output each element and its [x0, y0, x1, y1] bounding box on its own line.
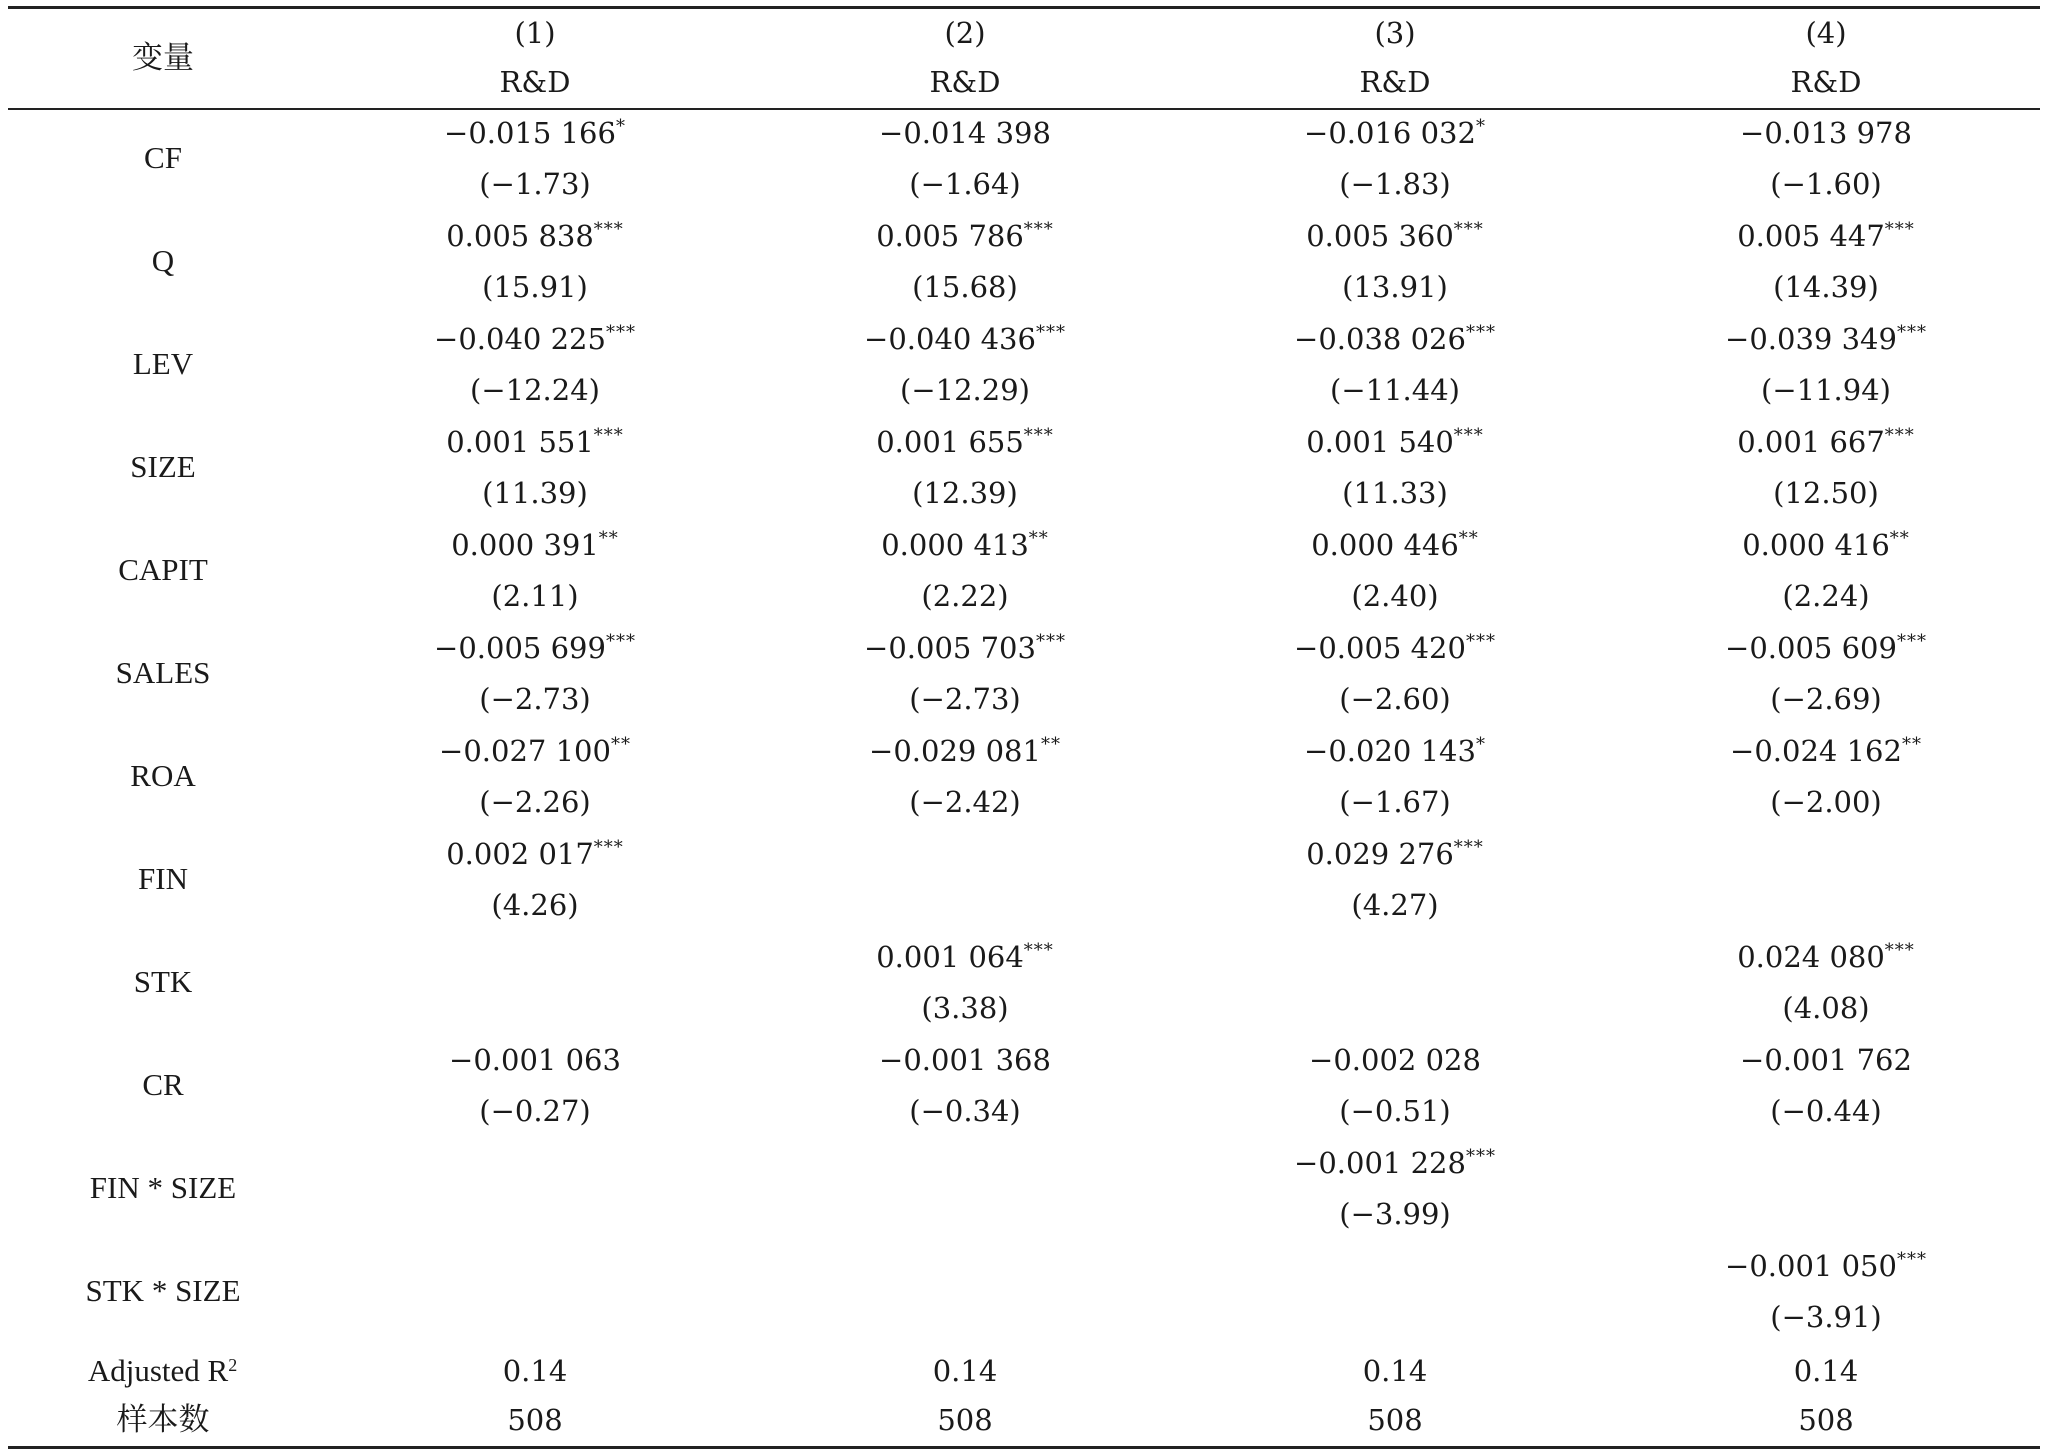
t-statistic-value: (−2.26)	[479, 784, 591, 819]
bottom-rule	[8, 1446, 2040, 1449]
variable-name-text: FIN * SIZE	[89, 1170, 237, 1205]
coefficient-cell	[1740, 1042, 1912, 1078]
t-statistic-value: (4.26)	[491, 887, 579, 922]
coefficient-cell	[1725, 321, 1927, 357]
coefficient-value: −0.001 368	[879, 1042, 1051, 1077]
variable-name-text: Q	[151, 243, 175, 278]
coefficient-value: 0.005 786	[876, 218, 1024, 253]
coefficient-value: −0.015 166	[444, 115, 616, 150]
t-statistic-value: (−0.27)	[479, 1093, 591, 1128]
significance-stars: ***	[593, 218, 624, 240]
row-variable-name	[138, 861, 188, 897]
row-variable-name	[133, 346, 193, 382]
t-statistic-value: (12.39)	[912, 475, 1018, 510]
t-statistic-value: (−1.60)	[1770, 166, 1882, 201]
row-variable-name	[144, 140, 182, 176]
significance-stars: *	[1475, 733, 1486, 755]
coefficient-value: 0.001 551	[446, 424, 594, 459]
t-statistic-cell	[909, 166, 1021, 202]
footer-value-text: 508	[507, 1403, 563, 1437]
coefficient-value: −0.027 100	[439, 733, 611, 768]
coefficient-cell	[881, 527, 1049, 563]
t-statistic-cell	[479, 681, 591, 717]
coefficient-value: −0.040 225	[434, 321, 606, 356]
column-dependent-variable	[1360, 64, 1431, 100]
coefficient-value: 0.001 540	[1306, 424, 1454, 459]
footer-label	[117, 1402, 210, 1438]
variable-name-text: STK	[133, 964, 193, 999]
t-statistic-cell	[1761, 372, 1891, 408]
coefficient-cell	[1306, 836, 1484, 872]
coefficient-cell	[876, 218, 1054, 254]
coefficient-cell	[1294, 630, 1496, 666]
t-statistic-value: (−2.42)	[909, 784, 1021, 819]
variable-header-text: 变量	[132, 40, 194, 75]
t-statistic-value: (2.11)	[491, 578, 579, 613]
t-statistic-value: (−0.34)	[909, 1093, 1021, 1128]
coefficient-cell	[1730, 733, 1922, 769]
coefficient-value: 0.024 080	[1737, 939, 1885, 974]
significance-stars: **	[610, 733, 631, 755]
footer-value-text: 508	[1367, 1403, 1423, 1437]
t-statistic-value: (−0.51)	[1339, 1093, 1451, 1128]
t-statistic-cell	[1770, 166, 1882, 202]
coefficient-cell	[1742, 527, 1910, 563]
column-number	[514, 15, 555, 51]
significance-stars: ***	[1884, 218, 1915, 240]
coefficient-value: 0.005 447	[1737, 218, 1885, 253]
coefficient-cell	[446, 836, 624, 872]
coefficient-value: 0.001 667	[1737, 424, 1885, 459]
t-statistic-value: (15.68)	[912, 269, 1018, 304]
coefficient-cell	[864, 321, 1066, 357]
t-statistic-value: (−3.99)	[1339, 1196, 1451, 1231]
coefficient-cell	[444, 115, 626, 151]
coefficient-value: −0.005 609	[1725, 630, 1897, 665]
row-variable-name	[86, 1273, 241, 1309]
coefficient-value: −0.005 420	[1294, 630, 1466, 665]
row-variable-name	[130, 758, 195, 794]
t-statistic-cell	[1339, 1196, 1451, 1232]
t-statistic-cell	[482, 475, 588, 511]
footer-value-text: 0.14	[932, 1354, 998, 1388]
t-statistic-cell	[912, 475, 1018, 511]
t-statistic-value: (−0.44)	[1770, 1093, 1882, 1128]
coefficient-value: −0.039 349	[1725, 321, 1897, 356]
significance-stars: ***	[1465, 321, 1496, 343]
coefficient-value: 0.000 416	[1742, 527, 1890, 562]
column-number	[1374, 15, 1415, 51]
significance-stars: *	[615, 115, 626, 137]
column-number-text: (1)	[514, 16, 556, 50]
header-variable-label	[132, 40, 194, 76]
footer-value	[937, 1402, 992, 1438]
t-statistic-value: (4.08)	[1782, 990, 1870, 1025]
footer-value	[933, 1353, 998, 1389]
variable-name-text: ROA	[130, 758, 196, 793]
t-statistic-cell	[912, 269, 1018, 305]
t-statistic-value: (4.27)	[1351, 887, 1439, 922]
t-statistic-value: (−12.29)	[900, 372, 1030, 407]
coefficient-value: −0.013 978	[1740, 115, 1912, 150]
t-statistic-cell	[921, 990, 1008, 1026]
significance-stars: ***	[1465, 630, 1496, 652]
significance-stars: ***	[1453, 836, 1484, 858]
footer-value-text: 508	[937, 1403, 993, 1437]
coefficient-value: −0.038 026	[1294, 321, 1466, 356]
coefficient-cell	[434, 630, 636, 666]
coefficient-cell	[1304, 733, 1486, 769]
t-statistic-cell	[479, 166, 591, 202]
footer-value-text: 0.14	[1362, 1354, 1428, 1388]
coefficient-value: 0.000 413	[881, 527, 1029, 562]
coefficient-value: −0.020 143	[1304, 733, 1476, 768]
coefficient-cell	[446, 218, 624, 254]
significance-stars: ***	[1023, 218, 1054, 240]
coefficient-value: 0.029 276	[1306, 836, 1454, 871]
footer-value-text: 0.14	[502, 1354, 568, 1388]
column-dependent-variable	[1791, 64, 1862, 100]
t-statistic-value: (−11.94)	[1761, 372, 1891, 407]
significance-stars: ***	[1896, 630, 1927, 652]
variable-name-text: CR	[142, 1067, 184, 1102]
t-statistic-value: (15.91)	[482, 269, 588, 304]
t-statistic-value: (−2.73)	[909, 681, 1021, 716]
coefficient-cell	[1309, 1042, 1481, 1078]
t-statistic-value: (−2.60)	[1339, 681, 1451, 716]
significance-stars: ***	[593, 836, 624, 858]
coefficient-cell	[876, 424, 1054, 460]
t-statistic-cell	[1773, 269, 1879, 305]
variable-name-text: SIZE	[130, 449, 196, 484]
t-statistic-cell	[921, 578, 1008, 614]
row-variable-name	[142, 1067, 183, 1103]
coefficient-value: −0.002 028	[1309, 1042, 1481, 1077]
significance-stars: **	[598, 527, 619, 549]
row-variable-name	[152, 243, 174, 279]
coefficient-cell	[1725, 630, 1927, 666]
column-dependent-text: R&D	[1359, 65, 1431, 99]
column-number	[944, 15, 985, 51]
variable-name-text: SALES	[115, 655, 211, 690]
t-statistic-value: (−3.91)	[1770, 1299, 1882, 1334]
t-statistic-cell	[1770, 1299, 1882, 1335]
coefficient-cell	[1311, 527, 1479, 563]
significance-stars: **	[1028, 527, 1049, 549]
coefficient-value: 0.001 064	[876, 939, 1024, 974]
t-statistic-cell	[479, 784, 591, 820]
t-statistic-value: (2.40)	[1351, 578, 1439, 613]
significance-stars: ***	[1896, 321, 1927, 343]
significance-stars: ***	[593, 424, 624, 446]
coefficient-value: −0.001 063	[449, 1042, 621, 1077]
coefficient-value: −0.001 050	[1725, 1248, 1897, 1283]
t-statistic-cell	[909, 681, 1021, 717]
variable-name-text: LEV	[132, 346, 194, 381]
variable-name-text: CF	[144, 140, 182, 175]
row-variable-name	[134, 964, 193, 1000]
row-variable-name	[116, 655, 211, 691]
t-statistic-cell	[1339, 1093, 1451, 1129]
column-dependent-variable	[500, 64, 571, 100]
t-statistic-cell	[1773, 475, 1879, 511]
significance-stars: *	[1475, 115, 1486, 137]
t-statistic-cell	[1782, 990, 1869, 1026]
t-statistic-value: (−12.24)	[470, 372, 600, 407]
t-statistic-cell	[1342, 475, 1448, 511]
footer-value-text: 0.14	[1793, 1354, 1859, 1388]
footer-label-text: Adjusted R	[87, 1353, 229, 1388]
t-statistic-cell	[1330, 372, 1460, 408]
column-dependent-variable	[930, 64, 1001, 100]
footer-value	[1798, 1402, 1853, 1438]
coefficient-value: −0.024 162	[1730, 733, 1902, 768]
t-statistic-cell	[909, 1093, 1021, 1129]
footer-label-text: 样本数	[116, 1402, 210, 1437]
coefficient-cell	[864, 630, 1066, 666]
t-statistic-cell	[1339, 681, 1451, 717]
coefficient-value: 0.005 360	[1306, 218, 1454, 253]
significance-stars: ***	[1453, 424, 1484, 446]
coefficient-cell	[451, 527, 619, 563]
top-rule	[8, 6, 2040, 9]
coefficient-value: −0.014 398	[879, 115, 1051, 150]
footer-label	[88, 1353, 238, 1389]
coefficient-cell	[1306, 218, 1484, 254]
coefficient-cell	[1737, 424, 1915, 460]
coefficient-cell	[876, 939, 1054, 975]
coefficient-value: −0.001 228	[1294, 1145, 1466, 1180]
coefficient-cell	[1737, 939, 1915, 975]
coefficient-cell	[439, 733, 631, 769]
coefficient-cell	[869, 733, 1061, 769]
coefficient-value: −0.040 436	[864, 321, 1036, 356]
header-rule	[8, 108, 2040, 110]
t-statistic-value: (−2.69)	[1770, 681, 1882, 716]
footer-value	[507, 1402, 562, 1438]
t-statistic-value: (−11.44)	[1330, 372, 1460, 407]
footer-value	[1363, 1353, 1428, 1389]
t-statistic-cell	[1770, 681, 1882, 717]
t-statistic-value: (2.24)	[1782, 578, 1870, 613]
t-statistic-cell	[1351, 578, 1438, 614]
coefficient-cell	[1740, 115, 1912, 151]
t-statistic-cell	[479, 1093, 591, 1129]
significance-stars: ***	[605, 321, 636, 343]
column-dependent-text: R&D	[499, 65, 571, 99]
t-statistic-value: (3.38)	[921, 990, 1009, 1025]
t-statistic-cell	[470, 372, 600, 408]
t-statistic-value: (−1.83)	[1339, 166, 1451, 201]
t-statistic-value: (−1.67)	[1339, 784, 1451, 819]
coefficient-cell	[1737, 218, 1915, 254]
t-statistic-value: (13.91)	[1342, 269, 1448, 304]
coefficient-value: 0.000 391	[451, 527, 599, 562]
t-statistic-value: (11.33)	[1342, 475, 1448, 510]
coefficient-cell	[879, 1042, 1051, 1078]
coefficient-cell	[1304, 115, 1486, 151]
column-number-text: (4)	[1805, 16, 1847, 50]
row-variable-name	[118, 552, 208, 588]
coefficient-value: 0.001 655	[876, 424, 1024, 459]
coefficient-value: −0.001 762	[1740, 1042, 1912, 1077]
coefficient-cell	[434, 321, 636, 357]
variable-name-text: CAPIT	[118, 552, 208, 587]
coefficient-cell	[1294, 1145, 1496, 1181]
footer-value-text: 508	[1798, 1403, 1854, 1437]
significance-stars: **	[1458, 527, 1479, 549]
t-statistic-cell	[1770, 784, 1882, 820]
coefficient-value: −0.005 703	[864, 630, 1036, 665]
coefficient-value: −0.016 032	[1304, 115, 1476, 150]
coefficient-value: 0.000 446	[1311, 527, 1459, 562]
column-number	[1805, 15, 1846, 51]
significance-stars: ***	[1023, 939, 1054, 961]
t-statistic-cell	[1782, 578, 1869, 614]
significance-stars: ***	[1884, 424, 1915, 446]
coefficient-value: −0.029 081	[869, 733, 1041, 768]
significance-stars: **	[1889, 527, 1910, 549]
coefficient-cell	[1725, 1248, 1927, 1284]
t-statistic-value: (−2.00)	[1770, 784, 1882, 819]
t-statistic-value: (11.39)	[482, 475, 588, 510]
t-statistic-cell	[482, 269, 588, 305]
t-statistic-cell	[909, 784, 1021, 820]
row-variable-name	[130, 449, 195, 485]
t-statistic-cell	[491, 887, 578, 923]
footer-value	[1367, 1402, 1422, 1438]
column-dependent-text: R&D	[929, 65, 1001, 99]
coefficient-cell	[1294, 321, 1496, 357]
column-number-text: (2)	[944, 16, 986, 50]
t-statistic-cell	[1339, 784, 1451, 820]
t-statistic-value: (12.50)	[1773, 475, 1879, 510]
footer-value	[1794, 1353, 1859, 1389]
coefficient-cell	[879, 115, 1051, 151]
significance-stars: ***	[1023, 424, 1054, 446]
t-statistic-cell	[1342, 269, 1448, 305]
t-statistic-cell	[1351, 887, 1438, 923]
column-dependent-text: R&D	[1790, 65, 1862, 99]
coefficient-value: −0.005 699	[434, 630, 606, 665]
significance-stars: ***	[1453, 218, 1484, 240]
t-statistic-value: (−1.64)	[909, 166, 1021, 201]
coefficient-cell	[1306, 424, 1484, 460]
t-statistic-value: (−2.73)	[479, 681, 591, 716]
t-statistic-cell	[1770, 1093, 1882, 1129]
column-number-text: (3)	[1374, 16, 1416, 50]
coefficient-cell	[446, 424, 624, 460]
t-statistic-value: (2.22)	[921, 578, 1009, 613]
variable-name-text: FIN	[138, 861, 188, 896]
significance-stars: ***	[1035, 321, 1066, 343]
significance-stars: ***	[1884, 939, 1915, 961]
footer-value	[503, 1353, 568, 1389]
coefficient-value: 0.005 838	[446, 218, 594, 253]
variable-name-text: STK * SIZE	[85, 1273, 241, 1308]
t-statistic-value: (−1.73)	[479, 166, 591, 201]
coefficient-cell	[449, 1042, 621, 1078]
footer-label-superscript: 2	[228, 1355, 239, 1375]
t-statistic-value: (14.39)	[1773, 269, 1879, 304]
t-statistic-cell	[900, 372, 1030, 408]
significance-stars: ***	[1465, 1145, 1496, 1167]
significance-stars: ***	[605, 630, 636, 652]
t-statistic-cell	[1339, 166, 1451, 202]
significance-stars: ***	[1896, 1248, 1927, 1270]
row-variable-name	[90, 1170, 236, 1206]
significance-stars: ***	[1035, 630, 1066, 652]
significance-stars: **	[1040, 733, 1061, 755]
t-statistic-cell	[491, 578, 578, 614]
coefficient-value: 0.002 017	[446, 836, 594, 871]
significance-stars: **	[1901, 733, 1922, 755]
